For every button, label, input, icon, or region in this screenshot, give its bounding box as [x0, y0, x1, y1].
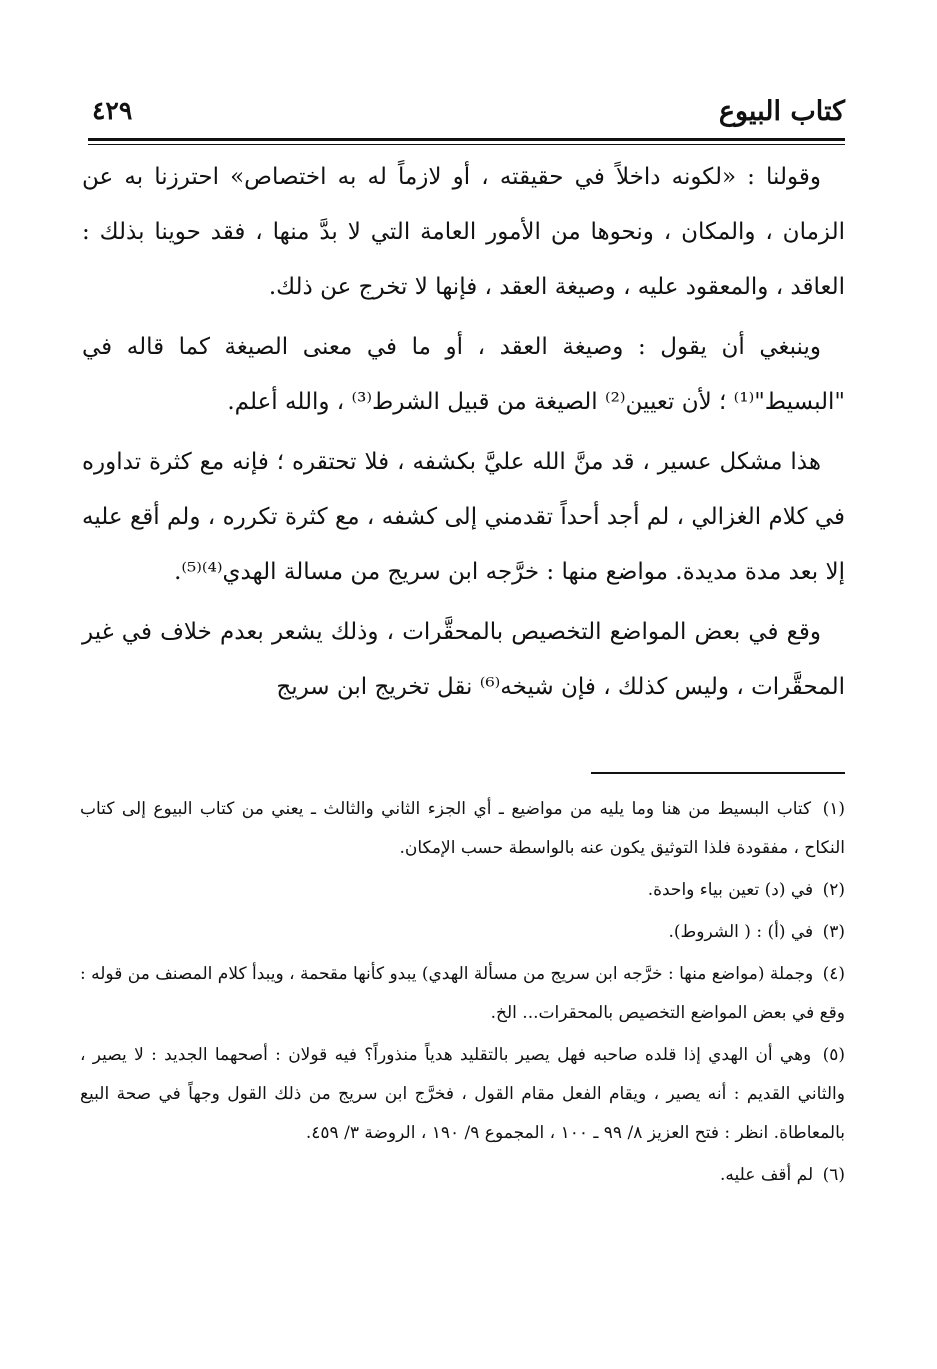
footnote	[80, 913, 845, 952]
footnote-text: كتاب البسيط من هنا وما يليه من مواضيع ـ أي الجزء الثاني والثالث ـ يعني من كتاب البيوع إلى كتاب النكاح ، مفقودة فلذا التوثيق يكون عنه بالواسطة حسب الإمكان.	[80, 799, 845, 858]
footnote	[80, 790, 845, 868]
footnote-divider	[591, 772, 845, 774]
footnote-number: (٦)	[822, 1165, 845, 1185]
footnote	[80, 1156, 845, 1195]
footnote	[80, 955, 845, 1033]
body-paragraph: هذا مشكل عسير ، قد منَّ الله عليَّ بكشفه ، فلا تحتقره ؛ فإنه مع كثرة تداوره في كلام الغزالي ، لم أجد أحداً تقدمني إلى كشفه ، مع كثرة تكرره ، ولم أقع عليه إلا بعد مدة مديدة. مواضع منها : خرَّجه ابن سريج من مسالة الهدي⁽⁴⁾⁽⁵⁾.	[82, 449, 845, 585]
footnote-number: (٥)	[822, 1045, 845, 1065]
page-number: ٤٢٩	[92, 96, 133, 125]
main-text	[82, 150, 845, 720]
body-paragraph: وينبغي أن يقول : وصيغة العقد ، أو ما في معنى الصيغة كما قاله في "البسيط"⁽¹⁾ ؛ لأن تعيين⁽²⁾ الصيغة من قبيل الشرط⁽³⁾ ، والله أعلم.	[82, 334, 845, 415]
running-title: كتاب البيوع	[718, 96, 845, 127]
page-header	[88, 92, 845, 138]
footnote	[80, 1036, 845, 1153]
header-rule-thick	[88, 138, 845, 141]
footnote-text: في (أ) : ( الشروط).	[668, 922, 814, 942]
footnote	[80, 871, 845, 910]
body-paragraph: وقولنا : «لكونه داخلاً في حقيقته ، أو لازماً له به اختصاص» احترزنا به عن الزمان ، والمكان ، ونحوها من الأمور العامة التي لا بدَّ منها ، فقد حوينا بذلك : العاقد ، والمعقود عليه ، وصيغة العقد ، فإنها لا تخرج عن ذلك.	[82, 164, 845, 300]
footnote-text: لم أقف عليه.	[720, 1165, 814, 1185]
footnotes	[80, 790, 845, 1198]
footnote-number: (٤)	[822, 964, 846, 984]
footnote-text: وهي أن الهدي إذا قلده صاحبه فهل يصير بالتقليد هدياً منذوراً؟ فيه قولان : أصحهما الجديد : لا يصير ، والثاني القديم : أنه يصير ، ويقام الفعل مقام القول ، فخرَّج ابن سريج من ذلك القول وجهاً في صحة البيع بالمعاطاة. انظر : فتح العزيز ٨/ ٩٩ ـ ١٠٠ ، المجموع ٩/ ١٩٠ ، الروضة ٣/ ٤٥٩.	[80, 1045, 845, 1143]
footnote-text: في (د) تعين بياء واحدة.	[647, 880, 814, 900]
footnote-number: (٢)	[822, 880, 845, 900]
body-paragraph: وقع في بعض المواضع التخصيص بالمحقَّرات ، وذلك يشعر بعدم خلاف في غير المحقَّرات ، وليس كذلك ، فإن شيخه⁽⁶⁾ نقل تخريج ابن سريج	[82, 619, 845, 700]
footnote-number: (١)	[822, 799, 846, 819]
footnote-text: وجملة (مواضع منها : خرَّجه ابن سريج من مسألة الهدي) يبدو كأنها مقحمة ، ويبدأ كلام المصنف من قوله : وقع في بعض المواضع التخصيص بالمحقرات... الخ.	[80, 964, 845, 1023]
header-rule-thin	[88, 144, 845, 145]
footnote-number: (٣)	[822, 922, 845, 942]
